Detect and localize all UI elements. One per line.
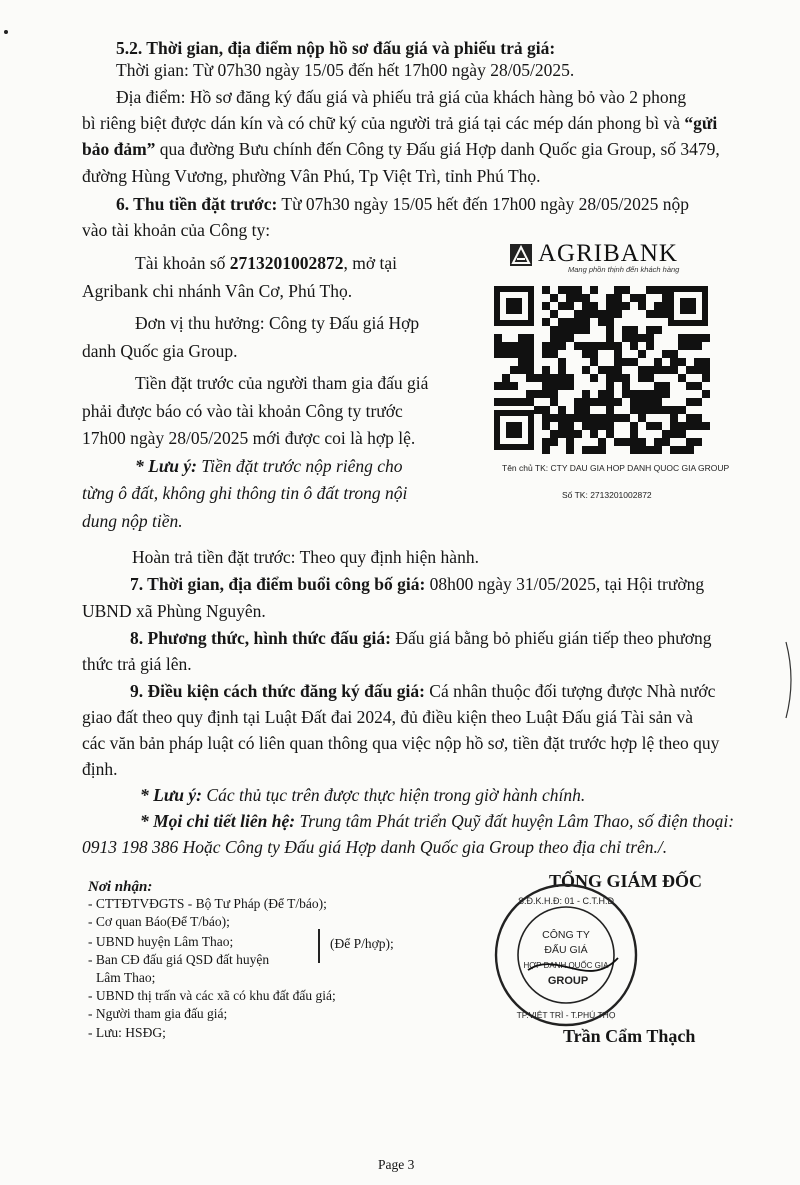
beneficiary-line: danh Quốc gia Group. (82, 341, 238, 361)
section-6-line: 6. Thu tiền đặt trước: Từ 07h30 ngày 15/05 hết đến 17h00 ngày 28/05/2025 nộp (116, 194, 689, 214)
beneficiary-line: Đơn vị thu hưởng: Công ty Đấu giá Hợp (135, 313, 420, 333)
deposit-note-line: * Lưu ý: Tiền đặt trước nộp riêng cho (135, 456, 403, 476)
company-seal-icon (488, 880, 643, 1030)
recipient-item: - UBND thị trấn và các xã có khu đất đấu giá; (88, 988, 336, 1003)
deposit-note-line: dung nộp tiền. (82, 511, 183, 531)
margin-dot (4, 30, 8, 34)
page-number: Page 3 (378, 1157, 415, 1172)
agribank-name: AGRIBANK (538, 240, 678, 267)
section-6-heading: 6. Thu tiền đặt trước: (116, 194, 278, 214)
section-8-line: thức trả giá lên. (82, 654, 192, 674)
recipient-item: - UBND huyện Lâm Thao; (88, 934, 234, 949)
deposit-line: 17h00 ngày 28/05/2025 mới được coi là hợp lệ. (82, 428, 416, 448)
signature-title: TỔNG GIÁM ĐỐC (549, 871, 702, 891)
refund-line: Hoàn trả tiền đặt trước: Theo quy định hiện hành. (132, 547, 479, 567)
section-8-line: 8. Phương thức, hình thức đấu giá: Đấu giá bằng bỏ phiếu gián tiếp theo phương (130, 628, 712, 648)
agribank-mark-icon (510, 244, 532, 266)
recipient-item: - CTTĐTVĐGTS - Bộ Tư Pháp (Để T/báo); (88, 896, 327, 911)
deposit-line: phải được báo có vào tài khoản Công ty trước (82, 401, 403, 421)
margin-bracket-mark (784, 640, 798, 720)
section-7-heading: 7. Thời gian, địa điểm buổi công bố giá: (130, 574, 426, 594)
section-9-line: 9. Điều kiện cách thức đăng ký đấu giá: Cá nhân thuộc đối tượng được Nhà nước (130, 681, 716, 701)
section-5-2-place-line: bảo đảm” qua đường Bưu chính đến Công ty Đấu giá Hợp danh Quốc gia Group, số 3479, (82, 139, 720, 159)
section-5-2-heading: 5.2. Thời gian, địa điểm nộp hồ sơ đấu giá và phiếu trả giá: (116, 38, 556, 58)
section-7-line: UBND xã Phùng Nguyên. (82, 601, 266, 621)
signer-name: Trần Cẩm Thạch (563, 1026, 696, 1046)
note-line: * Lưu ý: Các thủ tục trên được thực hiện trong giờ hành chính. (140, 785, 586, 805)
svg-text:TP.VIỆT TRÌ - T.PHÚ THỌ: TP.VIỆT TRÌ - T.PHÚ THỌ (516, 1010, 616, 1020)
section-5-2-time: Thời gian: Từ 07h30 ngày 15/05 đến hết 17h00 ngày 28/05/2025. (116, 60, 575, 80)
recipient-item: - Người tham gia đấu giá; (88, 1006, 228, 1021)
qr-caption-owner: Tên chủ TK: CTY DAU GIA HOP DANH QUOC GIA GROUP (502, 463, 730, 473)
section-5-2-place-line: đường Hùng Vương, phường Vân Phú, Tp Việt Trì, tỉnh Phú Thọ. (82, 166, 541, 186)
section-5-2-place-line: Địa điểm: Hồ sơ đăng ký đấu giá và phiếu trả giá của khách hàng bỏ vào 2 phong (116, 87, 687, 107)
svg-text:GROUP: GROUP (547, 975, 589, 987)
account-bank-line: Agribank chi nhánh Vân Cơ, Phú Thọ. (82, 281, 353, 301)
qr-caption-account: Số TK: 2713201002872 (562, 490, 652, 500)
recipient-item: Lâm Thao; (96, 970, 156, 985)
qr-code-icon (486, 278, 716, 458)
svg-text:CÔNG TY: CÔNG TY (542, 929, 590, 941)
recipient-item: - Cơ quan Báo(Để T/báo); (88, 914, 230, 929)
section-7-line: 7. Thời gian, địa điểm buổi công bố giá: 08h00 ngày 31/05/2025, tại Hội trường (130, 574, 705, 594)
agribank-logo (510, 240, 710, 276)
recipient-item: - Ban CĐ đấu giá QSD đất huyện (88, 952, 270, 967)
section-5-2-place-line: bì riêng biệt được dán kín và có chữ ký của người trả giá tại các mép dán phong bì và “gửi (82, 113, 718, 133)
deposit-note-line: từng ô đất, không ghi thông tin ô đất trong nội (82, 483, 408, 503)
deposit-line: Tiền đặt trước của người tham gia đấu giá (135, 373, 429, 393)
recipients-bracket (318, 929, 320, 963)
svg-text:HỢP DANH QUỐC GIA: HỢP DANH QUỐC GIA (523, 961, 609, 970)
section-9-heading: 9. Điều kiện cách thức đăng ký đấu giá: (130, 681, 425, 701)
agribank-slogan: Mang phồn thịnh đến khách hàng (568, 265, 680, 274)
contact-line: * Mọi chi tiết liên hệ: Trung tâm Phát triển Quỹ đất huyện Lâm Thao, số điện thoại: (140, 811, 735, 831)
section-6-line: vào tài khoản của Công ty: (82, 220, 271, 240)
account-number-line: Tài khoản số 2713201002872, mở tại (135, 253, 398, 273)
recipients-bracket-note: (Để P/hợp); (330, 936, 394, 951)
svg-text:S.Đ.K.H.Đ: 01 - C.T.H.D: S.Đ.K.H.Đ: 01 - C.T.H.D (517, 896, 615, 906)
section-9-line: giao đất theo quy định tại Luật Đất đai 2024, đủ điều kiện theo Luật Đấu giá Tài sản và (82, 707, 694, 727)
recipient-item: - Lưu: HSĐG; (88, 1025, 166, 1040)
svg-text:ĐẤU GIÁ: ĐẤU GIÁ (544, 944, 588, 956)
section-9-line: định. (82, 759, 118, 779)
recipients-title: Nơi nhận: (88, 879, 153, 895)
contact-line: 0913 198 386 Hoặc Công ty Đấu giá Hợp danh Quốc gia Group theo địa chỉ trên./. (82, 837, 668, 857)
section-9-line: các văn bản pháp luật có liên quan thông qua việc nộp hồ sơ, tiền đặt trước hợp lệ theo quy (82, 733, 720, 753)
section-8-heading: 8. Phương thức, hình thức đấu giá: (130, 628, 391, 648)
